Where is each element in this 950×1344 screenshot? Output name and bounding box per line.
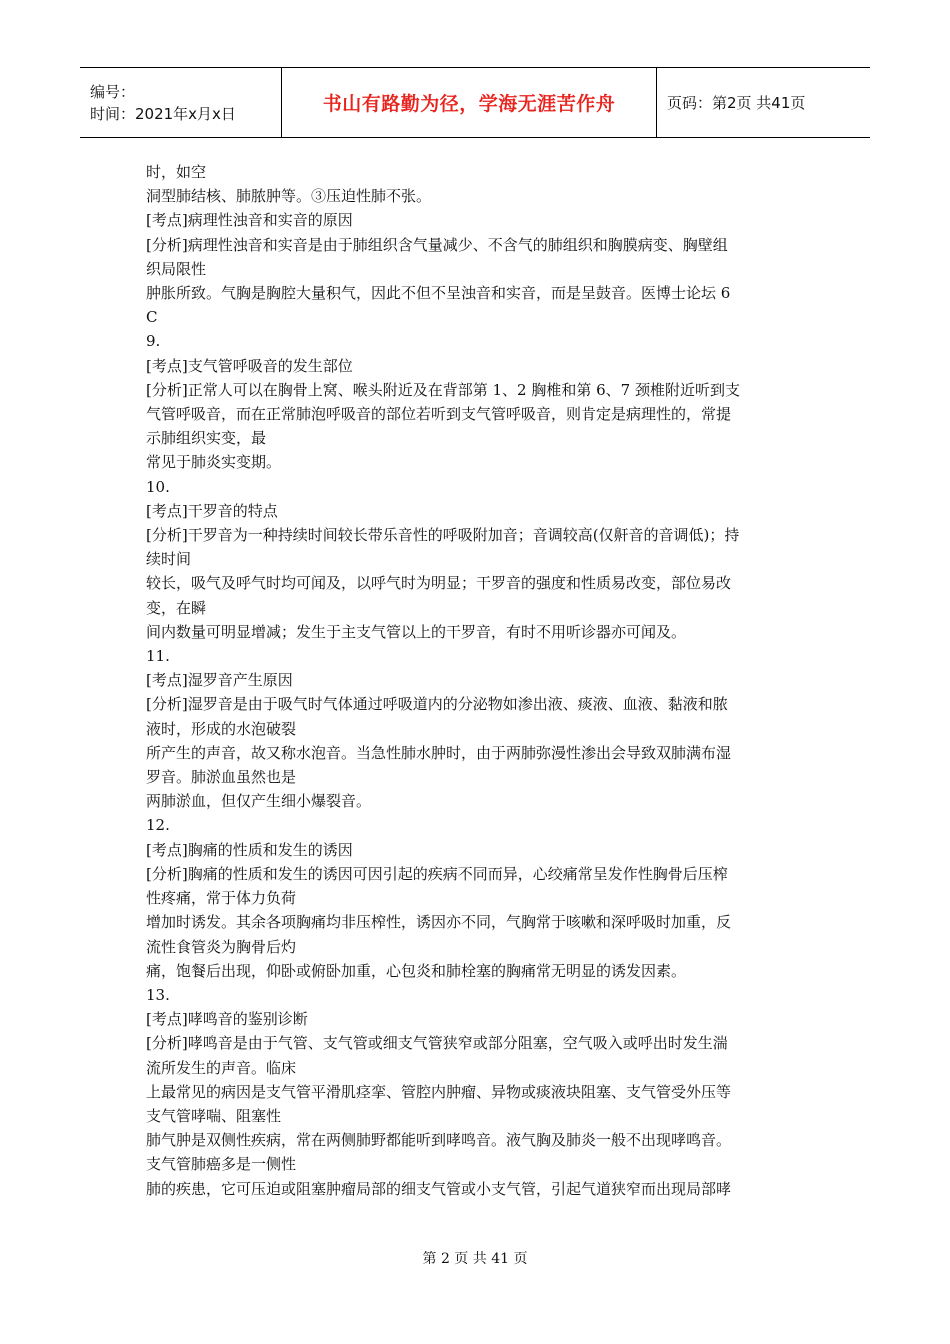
- body-text-line: C: [146, 308, 158, 327]
- header-meta-cell: [80, 68, 282, 137]
- body-text-line: 变，在瞬: [146, 598, 207, 617]
- body-text-line: 肿胀所致。气胸是胸腔大量积气，因此不但不呈浊音和实音，而是呈鼓音。医博士论坛 6: [146, 284, 731, 303]
- body-text-line: 9.: [146, 332, 161, 351]
- body-text-line: 13.: [146, 985, 170, 1004]
- body-text-line: 气管呼吸音，而在正常肺泡呼吸音的部位若听到支气管呼吸音，则肯定是病理性的，常提: [146, 405, 732, 424]
- document-date: 时间：2021年x月x日: [90, 104, 236, 123]
- body-text-line: [分析]胸痛的性质和发生的诱因可因引起的疾病不同而异，心绞痛常呈发作性胸骨后压榨: [146, 864, 728, 883]
- header-motto-cell: [282, 68, 657, 137]
- body-text-line: 液时，形成的水泡破裂: [146, 719, 297, 738]
- header-motto: 书山有路勤为径，学海无涯苦作舟: [322, 93, 616, 115]
- body-text-line: [分析]湿罗音是由于吸气时气体通过呼吸道内的分泌物如渗出液、痰液、血液、黏液和脓: [146, 695, 728, 714]
- document-number-label: 编号：: [90, 82, 136, 101]
- body-text-line: [分析]哮鸣音是由于气管、支气管或细支气管狭窄或部分阻塞，空气吸入或呼出时发生湍: [146, 1034, 728, 1053]
- header-page-cell: [657, 68, 870, 137]
- body-text-line: 流所发生的声音。临床: [146, 1058, 297, 1077]
- body-text-line: [分析]干罗音为一种持续时间较长带乐音性的呼吸附加音；音调较高(仅鼾音的音调低)；持: [146, 526, 740, 545]
- body-text-line: 肺气肿是双侧性疾病，常在两侧肺野都能听到哮鸣音。液气胸及肺炎一般不出现哮鸣音。: [146, 1131, 732, 1150]
- body-text-line: 增加时诱发。其余各项胸痛均非压榨性，诱因亦不同，气胸常于咳嗽和深呼吸时加重，反: [146, 913, 732, 932]
- body-text-line: [考点]哮鸣音的鉴别诊断: [146, 1010, 308, 1029]
- body-text-line: 肺的疾患，它可压迫或阻塞肿瘤局部的细支气管或小支气管，引起气道狭窄而出现局部哮: [146, 1179, 732, 1198]
- body-text-line: [分析]病理性浊音和实音是由于肺组织含气量减少、不含气的肺组织和胸膜病变、胸壁组: [146, 235, 728, 254]
- body-text-line: [考点]支气管呼吸音的发生部位: [146, 356, 353, 375]
- body-text-line: [考点]病理性浊音和实音的原因: [146, 211, 353, 230]
- body-text-line: 织局限性: [146, 259, 207, 278]
- body-text-line: 11.: [146, 647, 170, 666]
- body-text-line: 10.: [146, 477, 170, 496]
- body-text-line: 较长，吸气及呼气时均可闻及，以呼气时为明显；干罗音的强度和性质易改变，部位易改: [146, 574, 732, 593]
- page-footer: 第 2 页 共 41 页: [422, 1251, 528, 1267]
- body-text-line: 支气管哮喘、阻塞性: [146, 1106, 282, 1125]
- body-text-line: 罗音。肺淤血虽然也是: [146, 768, 297, 787]
- body-text-line: [考点]胸痛的性质和发生的诱因: [146, 840, 353, 859]
- body-text-line: 上最常见的病因是支气管平滑肌痉挛、管腔内肿瘤、异物或痰液块阻塞、支气管受外压等: [146, 1082, 732, 1101]
- body-text-line: 12.: [146, 816, 170, 835]
- body-text-line: 两肺淤血，但仅产生细小爆裂音。: [146, 792, 372, 811]
- document-body: [146, 160, 810, 1201]
- body-text-line: 流性食管炎为胸骨后灼: [146, 937, 297, 956]
- body-text-line: 洞型肺结核、肺脓肿等。③压迫性肺不张。: [146, 187, 432, 206]
- body-text-line: 痛，饱餐后出现，仰卧或俯卧加重，心包炎和肺栓塞的胸痛常无明显的诱发因素。: [146, 961, 687, 980]
- body-text-line: 示肺组织实变，最: [146, 429, 267, 448]
- header-page-info: 页码：第2页 共41页: [667, 94, 806, 112]
- body-text-line: 间内数量可明显增减；发生于主支气管以上的干罗音，有时不用听诊器亦可闻及。: [146, 622, 687, 641]
- body-text-line: 支气管肺癌多是一侧性: [146, 1155, 297, 1174]
- body-text-line: 续时间: [146, 550, 192, 569]
- page-header: [80, 67, 870, 138]
- body-text-line: 所产生的声音，故又称水泡音。当急性肺水肿时，由于两肺弥漫性渗出会导致双肺满布湿: [146, 743, 732, 762]
- body-text-line: [考点]湿罗音产生原因: [146, 671, 293, 690]
- body-text-line: 性疼痛，常于体力负荷: [146, 889, 297, 908]
- body-text-line: 常见于肺炎实变期。: [146, 453, 282, 472]
- body-text-line: [分析]正常人可以在胸骨上窝、喉头附近及在背部第 1、2 胸椎和第 6、7 颈椎附近听到支: [146, 380, 740, 399]
- body-text-line: 时，如空: [146, 163, 207, 181]
- body-text-line: [考点]干罗音的特点: [146, 501, 278, 520]
